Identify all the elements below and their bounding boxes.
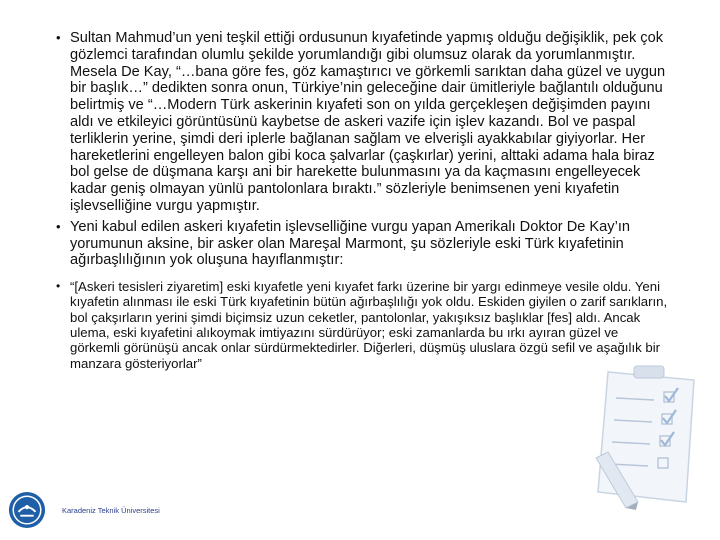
- slide-body: [56, 30, 668, 371]
- bullet-text: Yeni kabul edilen askeri kıyafetin işlevselliğine vurgu yapan Amerikalı Doktor De Kay’ın yorumunun aksine, bir asker olan Mareşal Marmont, şu sözleriyle eski Türk kıyafetinin ağırbaşlılığının yok oluşuna hayıflanmıştır:: [70, 218, 630, 269]
- university-name: Karadeniz Teknik Üniversitesi: [62, 505, 160, 515]
- checklist-clipart-icon: [590, 362, 702, 510]
- bullet-marker: •: [56, 218, 61, 234]
- bullet-text: Sultan Mahmud’un yeni teşkil ettiği ordusunun kıyafetinde yapmış olduğu değişiklik, pek çok gözlemci tarafından olumlu şekilde yorumlandığı gibi olumsuz olarak da yorumlanmıştır. Mesela De Kay, “…bana göre fes, göz kamaştırıcı ve görkemli sarıktan daha güzel ve uygun bir başlık…” dedikten sonra onun, Türkiye’nin geleceğine dair ümitleriyle bağlantılı olduğunu belirtmiş ve “…Modern Türk askerinin kıyafeti son on yılda gerçekleşen değişimden payını aldı ve etkileyici görüntüsünü kaybetse de askeri vazife için işlev kazandı. Bol ve paspal terliklerin yerine, şimdi deri iplerle bağlanan sağlam ve elverişli ayakkabılar giyiyorlar. Her hareketlerini engelleyen balon gibi koca şalvarlar (çaşkırlar) yerini, alttaki adama hala biraz bol gelse de düşmana karşı ani bir harekette bulunmasını ya da kaçmasını engelleyecek kadar geniş olmayan yünlü pantolonlara bıraktı.” sözleriyle benimsenen yeni kıyafetin işlevselliğine vurgu yapmıştır.: [70, 30, 666, 214]
- bullet-de-kay: [56, 30, 668, 215]
- bullet-marmont-intro: [56, 219, 668, 269]
- bullet-marker: •: [56, 279, 61, 294]
- bullet-marmont-quote: [56, 279, 670, 371]
- footer: [8, 492, 160, 528]
- university-logo-icon: [8, 491, 46, 529]
- bullet-text: “[Askeri tesisleri ziyaretim] eski kıyafetle yeni kıyafet farkı üzerine bir yargı edinmeye vesile oldu. Yeni kıyafetin alınması ile eski Türk kıyafetinin bütün ağırbaşlılığı yok oldu. Eskiden giyilen o zarif sarıkların, bol çakşırların yerini şimdi biçimsiz uzun ceketler, pantolonlar, yakışıksız başlıklar [fes] aldı. Ancak ulema, eski kıyafetini alıkoymak imtiyazını sürdürüyor; eski zamanlarda bu ırkı ayıran güzel ve görkemli görünüşü ancak onlar sürdürmektedirler. Diğerleri, düşmüş uluslara özgü sefil ve aşağılık bir manzara gösteriyorlar”: [70, 279, 668, 371]
- bullet-marker: •: [56, 30, 61, 45]
